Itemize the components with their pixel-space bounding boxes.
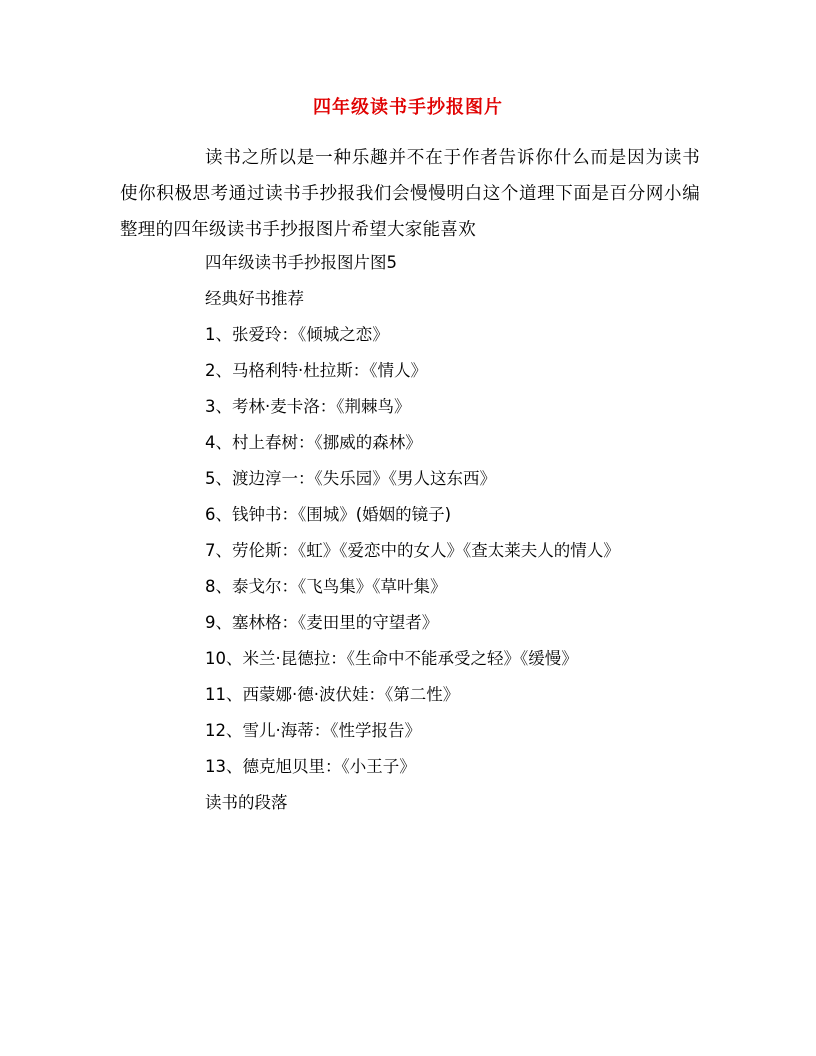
book-item: 12、雪儿·海蒂：《性学报告》 — [205, 721, 421, 740]
book-item: 9、塞林格：《麦田里的守望者》 — [205, 613, 439, 632]
section-heading: 经典好书推荐 — [205, 289, 304, 308]
closing-heading: 读书的段落 — [205, 793, 288, 812]
intro-paragraph: 读书之所以是一种乐趣并不在于作者告诉你什么而是因为读书使你积极思考通过读书手抄报我们会慢慢明白这个道理下面是百分网小编整理的四年级读书手抄报图片希望大家能喜欢 — [120, 148, 700, 240]
book-item: 11、西蒙娜·德·波伏娃：《第二性》 — [205, 685, 460, 704]
image-caption: 四年级读书手抄报图片图5 — [205, 253, 397, 272]
document-title: 四年级读书手抄报图片 — [313, 97, 503, 118]
book-item: 7、劳伦斯：《虹》《爱恋中的女人》《查太莱夫人的情人》 — [205, 541, 620, 560]
book-item: 5、渡边淳一：《失乐园》《男人这东西》 — [205, 469, 496, 488]
book-item: 10、米兰·昆德拉：《生命中不能承受之轻》《缓慢》 — [205, 649, 578, 668]
book-item: 1、张爱玲：《倾城之恋》 — [205, 325, 389, 344]
book-item: 13、德克旭贝里：《小王子》 — [205, 757, 416, 776]
content-lines — [120, 245, 700, 821]
book-item: 6、钱钟书：《围城》(婚姻的镜子) — [205, 505, 452, 524]
book-item: 2、马格利特·杜拉斯：《情人》 — [205, 361, 427, 380]
book-item: 4、村上春树：《挪威的森林》 — [205, 433, 422, 452]
book-item: 3、考林·麦卡洛：《荆棘鸟》 — [205, 397, 411, 416]
book-item: 8、泰戈尔：《飞鸟集》《草叶集》 — [205, 577, 447, 596]
